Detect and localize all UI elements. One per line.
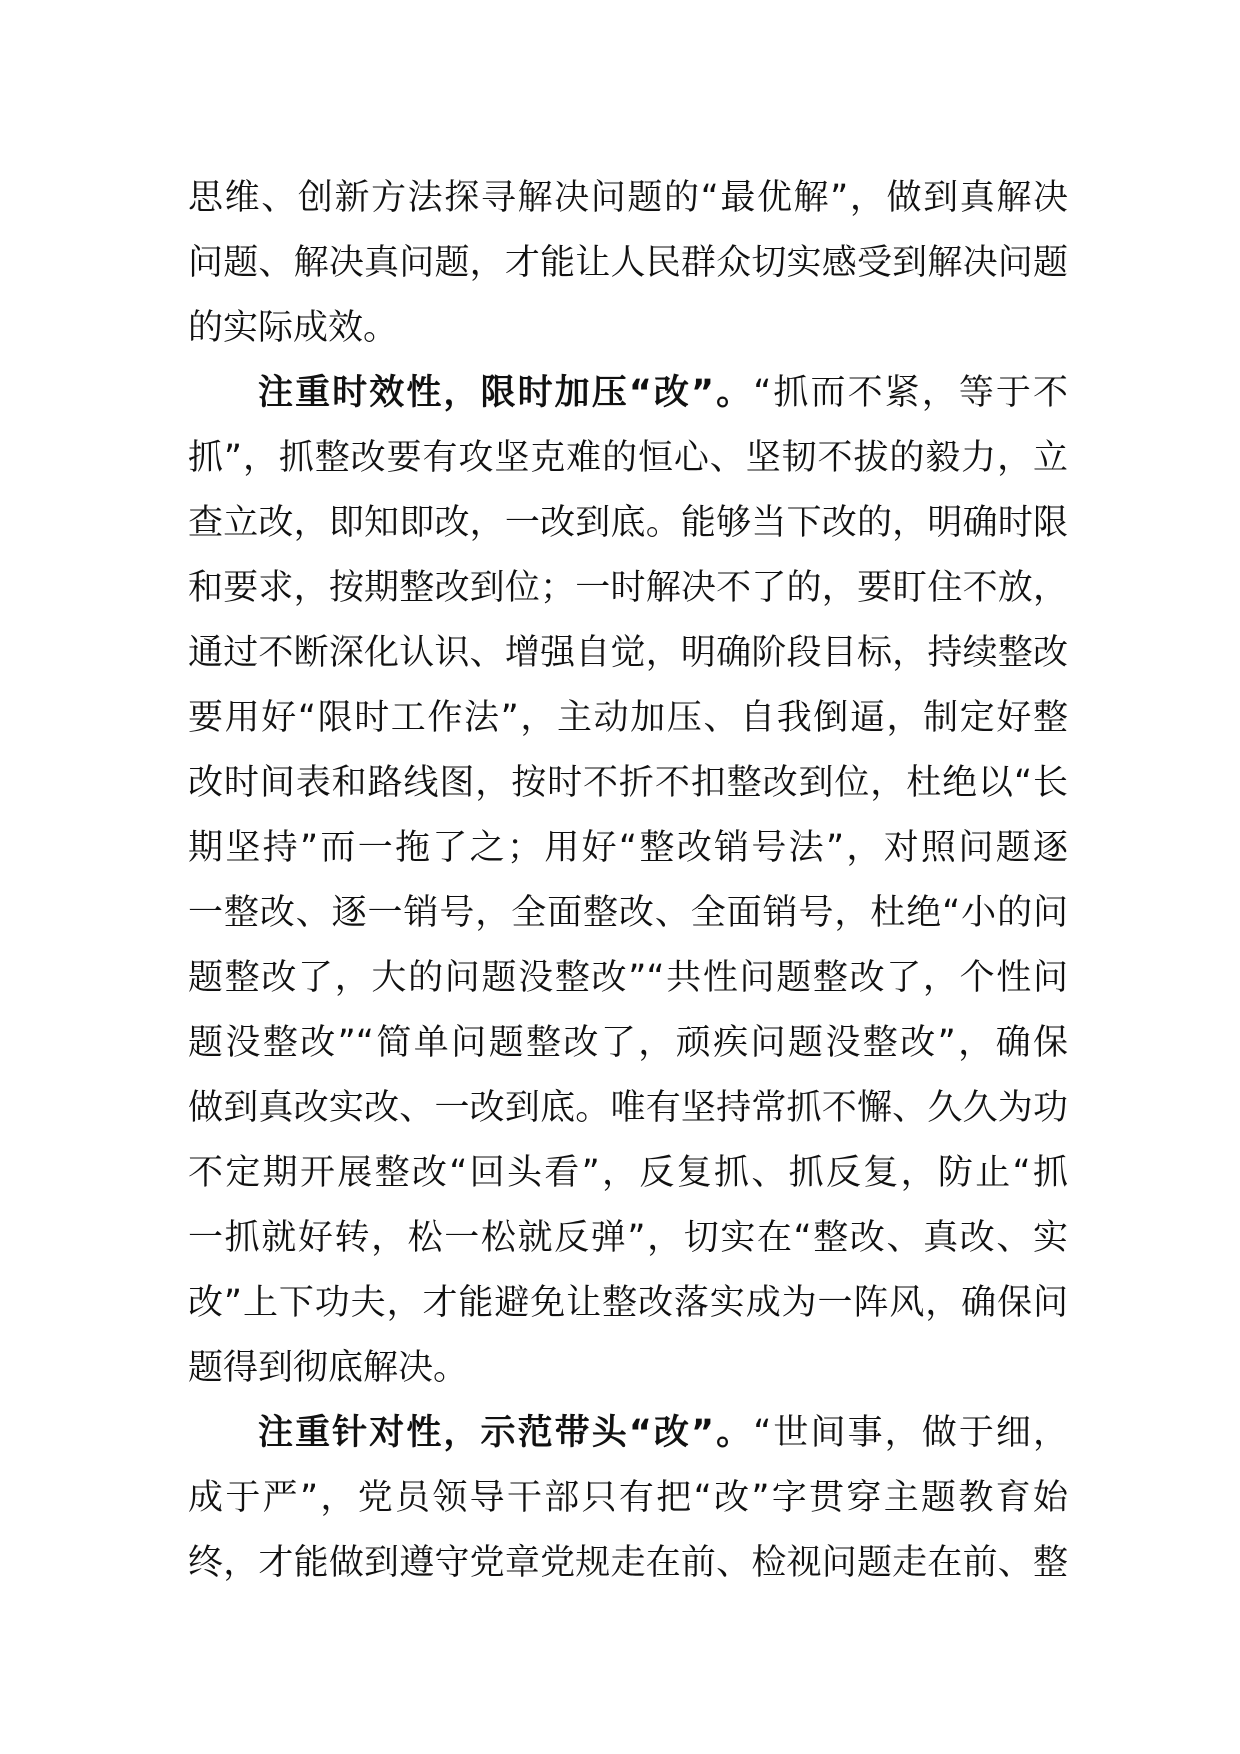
text-line: 通过不断深化认识、增强自觉，明确阶段目标，持续整改	[188, 633, 1068, 673]
text-line: 做到真改实改、一改到底。唯有坚持常抓不懈、久久为功	[188, 1088, 1068, 1128]
text-line: 问题、解决真问题，才能让人民群众切实感受到解决问题	[188, 243, 1068, 283]
paragraph-heading-line	[188, 1401, 1068, 1466]
text-line: 不定期开展整改“回头看”，反复抓、抓反复，防止“抓	[188, 1153, 1068, 1193]
text-line: 题整改了，大的问题没整改”“共性问题整改了，个性问	[188, 958, 1068, 998]
text-line: 改时间表和路线图，按时不折不扣整改到位，杜绝以“长	[188, 763, 1068, 803]
text-line: 思维、创新方法探寻解决问题的“最优解”，做到真解决	[188, 178, 1068, 218]
text-line: 改”上下功夫，才能避免让整改落实成为一阵风，确保问	[188, 1283, 1068, 1323]
paragraph-text: “世间事，做于细，	[753, 1413, 1068, 1453]
text-line: 题得到彻底解决。	[188, 1348, 469, 1388]
text-line: 抓”，抓整改要有攻坚克难的恒心、坚韧不拔的毅力，立	[188, 438, 1068, 478]
text-line: 成于严”，党员领导干部只有把“改”字贯穿主题教育始	[188, 1478, 1068, 1518]
text-line: 查立改，即知即改，一改到底。能够当下改的，明确时限	[188, 503, 1068, 543]
paragraph-heading: 注重时效性，限时加压“改”。	[258, 373, 754, 413]
text-line: 题没整改”“简单问题整改了，顽疾问题没整改”，确保	[188, 1023, 1068, 1063]
text-line: 一抓就好转，松一松就反弹”，切实在“整改、真改、实	[188, 1218, 1068, 1258]
text-line: 一整改、逐一销号，全面整改、全面销号，杜绝“小的问	[188, 893, 1068, 933]
text-line: 要用好“限时工作法”，主动加压、自我倒逼，制定好整	[188, 698, 1068, 738]
text-line: 期坚持”而一拖了之；用好“整改销号法”，对照问题逐	[188, 828, 1068, 868]
text-line: 的实际成效。	[188, 308, 399, 348]
text-line: 终，才能做到遵守党章党规走在前、检视问题走在前、整	[188, 1543, 1068, 1583]
text-line: 和要求，按期整改到位；一时解决不了的，要盯住不放，	[188, 568, 1068, 608]
paragraph-heading: 注重针对性，示范带头“改”。	[258, 1413, 754, 1453]
paragraph-heading-line	[188, 361, 1068, 426]
paragraph-text: “抓而不紧，等于不	[753, 373, 1068, 413]
body-text	[188, 166, 1068, 1596]
